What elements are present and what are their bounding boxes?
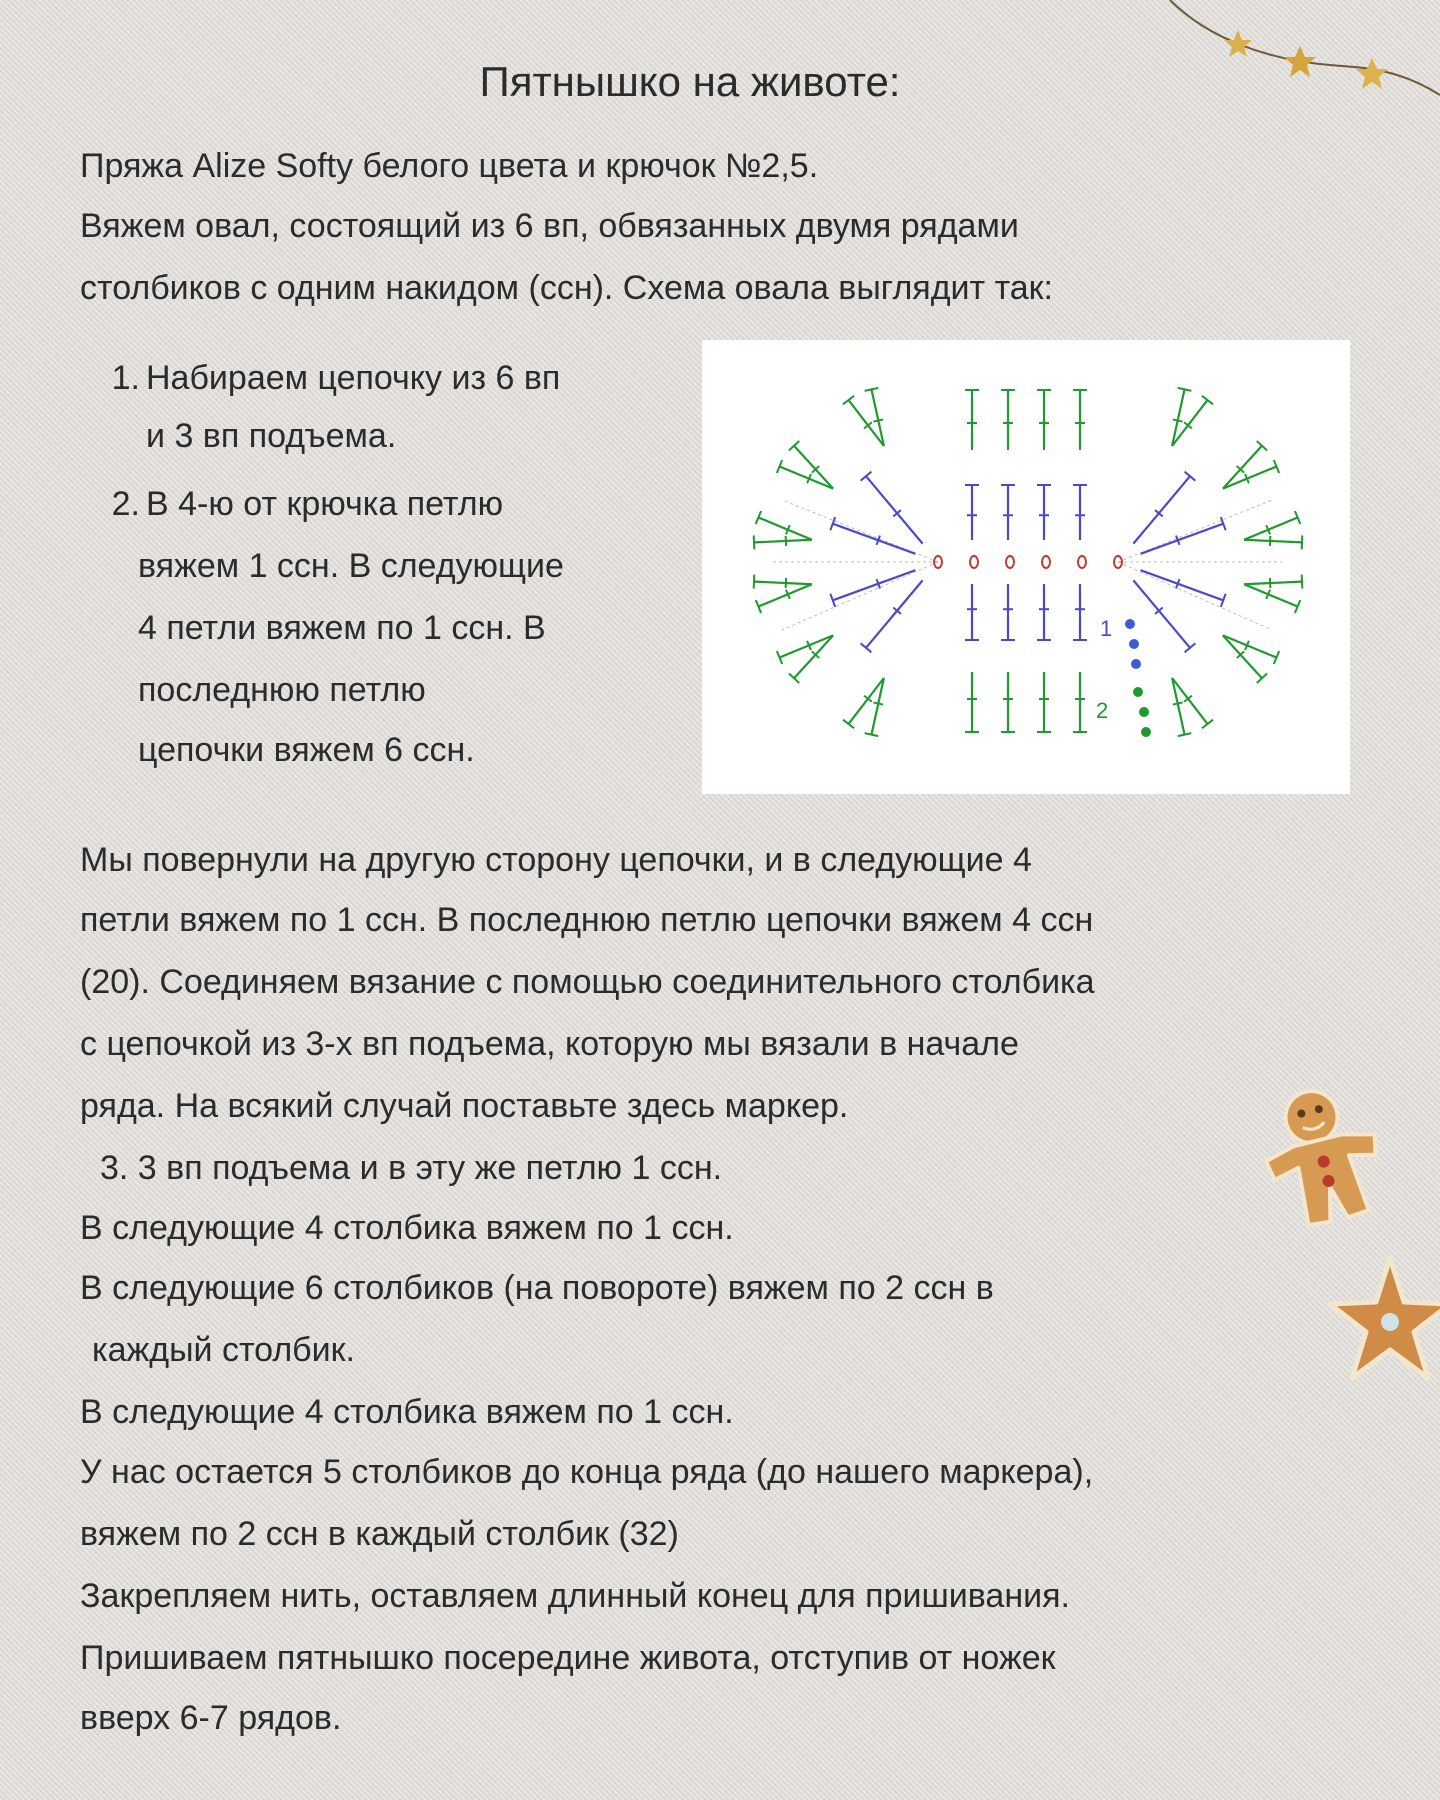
body-line: В следующие 4 столбика вяжем по 1 ссн.	[80, 1209, 734, 1247]
row2-increase-1-tick	[873, 419, 883, 421]
chain-stitch	[1078, 556, 1086, 568]
chain-stitch	[1006, 556, 1014, 568]
row1-stitch	[1141, 570, 1224, 600]
chain-stitch	[970, 556, 978, 568]
row2-increase-0	[1244, 582, 1302, 585]
row2-increase-1-top	[843, 720, 854, 729]
step-text: В 4-ю от крючка петлю	[146, 485, 504, 523]
row1-stitch	[1133, 476, 1190, 543]
row2-increase-1-top	[1302, 535, 1303, 549]
page-title: Пятнышко на животе:	[479, 58, 901, 105]
guide-line	[1118, 562, 1272, 630]
body-line: вяжем по 2 ссн в каждый столбик (32)	[80, 1515, 679, 1553]
row2-increase-0-tick	[1173, 419, 1183, 421]
body-line: 3. 3 вп подъема и в эту же петлю 1 ссн.	[100, 1149, 723, 1187]
row2-increase-0	[780, 466, 834, 488]
star-icon	[1224, 30, 1252, 57]
step-1	[100, 358, 560, 398]
marker-dot	[1133, 687, 1143, 697]
intro-line: Пряжа Alize Softy белого цвета и крючок №2,5.	[80, 147, 819, 185]
row2-increase-1-top	[754, 575, 755, 589]
marker-dot	[1125, 619, 1135, 629]
body-line: петли вяжем по 1 ссн. В последнюю петлю цепочки вяжем 4 ссн	[80, 901, 1094, 939]
step-text: цепочки вяжем 6 ссн.	[138, 731, 475, 769]
row2-increase-0-top	[1202, 720, 1213, 729]
step-number: 1.	[111, 359, 140, 397]
row1-stitch	[1141, 524, 1224, 554]
diagram-marks	[754, 388, 1303, 737]
row1-stitch	[866, 580, 923, 647]
step-number: 2.	[111, 485, 140, 523]
row1-stitch	[833, 570, 916, 600]
step-text: вяжем 1 ссн. В следующие	[138, 547, 564, 585]
chain-stitch	[1042, 556, 1050, 568]
gingerbread-star-decoration	[1320, 1250, 1440, 1400]
row-label-2: 2	[1096, 698, 1109, 723]
step-text: и 3 вп подъема.	[146, 417, 397, 455]
body-line: В следующие 6 столбиков (на повороте) вяжем по 2 ссн в	[80, 1269, 994, 1307]
step-text: последнюю петлю	[138, 671, 426, 709]
row2-increase-1-tick	[1173, 702, 1183, 704]
intro-line: столбиков с одним накидом (ссн). Схема овала выглядит так:	[80, 269, 1053, 307]
diagram-svg	[702, 340, 1350, 794]
row-label-1: 1	[1100, 616, 1113, 641]
row2-increase-1	[1223, 466, 1277, 488]
row2-increase-0-top	[1302, 575, 1303, 589]
body-line: Пришиваем пятнышко посередине живота, отступив от ножек	[80, 1639, 1056, 1677]
body-line: каждый столбик.	[92, 1331, 355, 1369]
step-2	[100, 484, 503, 524]
row2-increase-1	[754, 582, 812, 585]
intro-line: Вяжем овал, состоящий из 6 вп, обвязанных двумя рядами	[80, 207, 1019, 245]
row2-increase-0	[754, 540, 812, 543]
row2-increase-1	[794, 446, 833, 489]
body-line: с цепочкой из 3-х вп подъема, которую мы вязали в начале	[80, 1025, 1019, 1063]
row1-stitch	[833, 524, 916, 554]
row2-increase-0	[1223, 635, 1277, 657]
gingerbread-man-decoration	[1246, 1070, 1396, 1240]
step-text: 4 петли вяжем по 1 ссн. В	[138, 609, 546, 647]
body-line: В следующие 4 столбика вяжем по 1 ссн.	[80, 1393, 734, 1431]
body-line: У нас остается 5 столбиков до конца ряда (до нашего маркера),	[80, 1453, 1094, 1491]
step-text: Набираем цепочку из 6 вп	[146, 359, 561, 397]
row1-stitch	[1133, 580, 1190, 647]
body-line: ряда. На всякий случай поставьте здесь маркер.	[80, 1087, 849, 1125]
row2-increase-1	[1223, 635, 1262, 678]
crochet-oval-diagram	[702, 340, 1350, 794]
marker-dot	[1131, 659, 1141, 669]
row2-increase-1	[1244, 540, 1302, 543]
marker-dot	[1139, 707, 1149, 717]
marker-dot	[1141, 727, 1151, 737]
body-line: Мы повернули на другую сторону цепочки, и в следующие 4	[80, 841, 1032, 879]
row2-increase-1	[780, 635, 834, 657]
row1-stitch	[866, 476, 923, 543]
row2-increase-0-top	[843, 396, 854, 405]
body-line: вверх 6-7 рядов.	[80, 1699, 342, 1737]
row2-increase-0	[794, 635, 833, 678]
row2-increase-0	[1223, 446, 1262, 489]
guide-line	[782, 562, 938, 630]
marker-dot	[1129, 639, 1139, 649]
body-line: Закрепляем нить, оставляем длинный конец для пришивания.	[80, 1577, 1070, 1615]
body-line: (20). Соединяем вязание с помощью соединительного столбика	[80, 963, 1095, 1001]
row2-increase-0-top	[754, 535, 755, 549]
row2-increase-1-top	[1202, 396, 1213, 405]
row2-increase-0-tick	[873, 702, 883, 704]
